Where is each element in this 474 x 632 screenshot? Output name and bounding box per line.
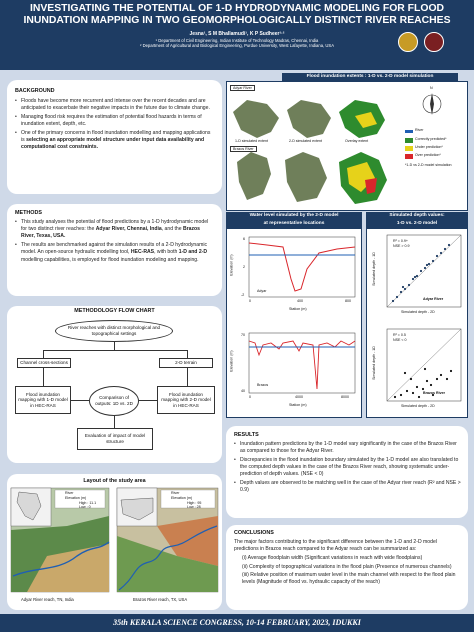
adyar-ylabel: Elevation (m) bbox=[229, 254, 234, 276]
brazos-scatter-label: Brazos River bbox=[423, 391, 445, 395]
flow-line bbox=[43, 350, 44, 358]
adyar-scatter-ylabel: Simulated depth - 1D bbox=[371, 252, 376, 286]
brazos-ytick: 70 bbox=[241, 333, 245, 337]
brazos-xtick: 8000 bbox=[341, 395, 349, 399]
legend-river-swatch bbox=[405, 130, 413, 133]
depth-heading-2: 1-D vs. 2-D model bbox=[396, 221, 438, 226]
brazos-tag: Brazos River bbox=[230, 146, 257, 152]
brazos-r2: R² = 0.5 bbox=[393, 333, 406, 337]
adyar-tag: Adyar River bbox=[230, 85, 255, 91]
bg-bullet-3 bbox=[15, 130, 215, 152]
bg-bullet-3-bold: selecting an appropriate model structure under input data availability and computational cost constraints. bbox=[21, 137, 205, 151]
legend-under: Under prediction* bbox=[415, 145, 443, 149]
flow-line bbox=[187, 350, 188, 358]
extent-cap-2d: 2-D simulated extent bbox=[289, 139, 322, 143]
flow-river-reaches: River reaches with distinct morphological and topographical settings bbox=[55, 320, 173, 342]
methods-panel bbox=[7, 204, 222, 296]
adyar-xtick: 800 bbox=[345, 299, 351, 303]
adyar-xtick: 0 bbox=[249, 299, 251, 303]
compass-needle bbox=[430, 93, 434, 115]
methods-heading: METHODS bbox=[15, 210, 42, 216]
adyar-ytick: 2 bbox=[243, 265, 245, 269]
flow-line bbox=[139, 400, 157, 401]
legend-river: River bbox=[415, 128, 424, 132]
conclusions-item-3: (iii) Relative position of maximum water level in the main channel with respect to the flood plain levels (Magnitude of flood vs. hydraulic capacity of the reach) bbox=[242, 572, 456, 586]
brazos-xtick: 4000 bbox=[295, 395, 303, 399]
extent-heading: Flood inundation extents : 1-D vs. 2-D model simulation bbox=[282, 73, 458, 81]
compass-label: N bbox=[430, 86, 433, 90]
legend-correct: Correctly predicted* bbox=[415, 137, 447, 141]
results-text bbox=[234, 441, 462, 496]
poster-body bbox=[0, 70, 474, 614]
brazos-1d-extent bbox=[237, 152, 271, 200]
title-line-1: INVESTIGATING THE POTENTIAL OF 1-D HYDRODYNAMIC MODELING FOR FLOOD bbox=[29, 3, 445, 14]
conclusions-item-1: (i) Average floodplain width (Significant variations in reach with wide floodplains) bbox=[242, 555, 423, 561]
m2c: , with both bbox=[154, 249, 179, 256]
flow-compare: Comparison of outputs: 1D vs. 2D bbox=[89, 386, 139, 416]
wl-heading-2: at representative locations bbox=[263, 221, 325, 226]
flow-line bbox=[114, 342, 115, 350]
methods-bullet-2 bbox=[15, 242, 215, 264]
flow-line bbox=[43, 350, 187, 351]
brazos-nse: NSE < 0 bbox=[393, 338, 407, 342]
m2a: The results are benchmarked against the simulation results of a 2-D hydrodynamic model. An open-source hydraulic modelling tool, bbox=[21, 242, 208, 256]
wl-heading-1: Water level simulated by the 2-D model bbox=[249, 213, 339, 218]
adyar-wl-label: Adyar bbox=[257, 289, 267, 293]
study-area-panel bbox=[7, 474, 222, 610]
results-bullet-1: • Inundation pattern predictions by the 1-D model vary significantly in the case of the Brazos River as compared to those for the Adyar River. bbox=[234, 441, 462, 455]
affiliation-2: ² Department of Agricultural and Biological Engineering, Purdue University, West Lafayette, Indiana, USA bbox=[140, 43, 334, 49]
flow-channel-sections: Channel cross-sections bbox=[17, 358, 71, 368]
adyar-nse: NSE > 0.9 bbox=[393, 244, 410, 248]
adyar-ytick: -2 bbox=[241, 293, 245, 297]
flow-line bbox=[187, 368, 188, 386]
brazos-legend-low: Low : 28 bbox=[187, 505, 201, 509]
bg-bullet-1: • Floods have become more recurrent and intense over the recent decades and are anticipated to exacerbate their negative impacts in the future due to climate change. bbox=[15, 98, 215, 112]
depth-scatter bbox=[367, 229, 467, 417]
poster-footer: 35th KERALA SCIENCE CONGRESS, 10-14 FEBRUARY, 2023, IDUKKI bbox=[0, 614, 474, 632]
m2b: HEC-RAS bbox=[130, 249, 155, 256]
flow-line bbox=[43, 368, 44, 386]
purdue-logo bbox=[424, 32, 444, 52]
depth-heading bbox=[366, 212, 468, 228]
study-heading: Layout of the study area bbox=[83, 478, 146, 484]
adyar-scatter-label: Adyar River bbox=[423, 297, 444, 301]
flow-line bbox=[114, 416, 115, 428]
results-bullet-3: • Depth values are observed to be matching well in the case of the Adyar river reach (R² and NSE > 0.9) bbox=[234, 480, 462, 494]
results-heading: RESULTS bbox=[234, 432, 259, 438]
legend-over: Over prediction* bbox=[415, 153, 441, 157]
brazos-legend-high: High : 95 bbox=[187, 501, 202, 505]
adyar-1d-extent bbox=[233, 100, 279, 138]
methods-text bbox=[15, 219, 215, 265]
conclusions-item-2: (ii) Complexity of topographical variations in the flood plain (Presence of numerous channels) bbox=[242, 563, 452, 570]
adyar-legend-high: High : 11.1 bbox=[79, 501, 97, 505]
adyar-ytick: 6 bbox=[243, 237, 245, 241]
adyar-scatter-xlabel: Simulated depth - 2D bbox=[401, 310, 435, 314]
m1c: , and the bbox=[161, 226, 183, 233]
brazos-legend-river: River bbox=[171, 491, 180, 495]
brazos-xtick: 0 bbox=[249, 395, 251, 399]
flow-1d-mapping: Flood inundation mapping with 1-D model in HEC-RAS bbox=[15, 386, 71, 414]
results-bullet-2: • Discrepancies in the flood inundation boundary simulated by the 1-D model are also translated to the computed depth values in the case of the Brazos River reach, showing systematic under-prediction of depth values. (NSE < 0) bbox=[234, 457, 462, 479]
brazos-xlabel: Station (m) bbox=[289, 403, 307, 407]
wl-figure bbox=[226, 228, 362, 418]
brazos-legend-elev: Elevation (m) bbox=[171, 496, 193, 500]
brazos-2d-extent bbox=[285, 152, 327, 202]
methods-bullet-1 bbox=[15, 219, 215, 241]
conclusions-panel bbox=[226, 525, 468, 610]
m1b: Adyar River, Chennai, India bbox=[95, 226, 162, 233]
brazos-bed-profile bbox=[249, 341, 355, 389]
authors-block bbox=[60, 32, 414, 49]
brazos-ylabel: Elevation (m) bbox=[229, 350, 234, 372]
adyar-2d-extent bbox=[287, 100, 331, 138]
adyar-caption: Adyar River reach, TN, India bbox=[21, 597, 74, 602]
flow-evaluation: Evaluation of impact of model structure bbox=[77, 428, 153, 450]
flowchart-panel bbox=[7, 306, 222, 463]
background-text bbox=[15, 98, 215, 153]
m1d: Brazos River, Texas, USA. bbox=[21, 226, 200, 240]
adyar-r2: R² = 0.9+ bbox=[393, 239, 408, 243]
authors: Jesna¹, S M Bhallamudi¹, K P Sudheer¹·² bbox=[189, 31, 285, 37]
legend-note: *1-D vs 2-D model simulation bbox=[405, 163, 452, 167]
poster-title bbox=[6, 3, 468, 27]
extent-cap-1d: 1-D simulated extent bbox=[235, 139, 268, 143]
bg-bullet-3-text: One of the primary concerns in flood inundation modelling and mapping applications is bbox=[21, 130, 211, 144]
extent-cap-overlay: Overlay extent bbox=[345, 139, 369, 143]
affiliation-1: ¹ Department of Civil Engineering, Indian Institute of Technology Madras, Chennai, India bbox=[155, 37, 319, 43]
conclusions-text bbox=[234, 539, 462, 587]
flow-2d-terrain: 2-D terrain bbox=[159, 358, 213, 368]
title-line-2: INUNDATION MAPPING IN TWO GEOMORPHOLOGICALLY DISTINCT RIVER REACHES bbox=[23, 15, 451, 26]
conclusions-heading: CONCLUSIONS bbox=[234, 530, 274, 536]
brazos-scatter-xlabel: Simulated depth - 2D bbox=[401, 404, 435, 408]
brazos-wl-label: Brazos bbox=[257, 383, 269, 387]
iitm-logo bbox=[398, 32, 418, 52]
brazos-scatter-ylabel: Simulated depth - 1D bbox=[371, 346, 376, 380]
poster-header bbox=[0, 0, 474, 70]
adyar-bed-profile bbox=[249, 243, 355, 291]
legend-correct-swatch bbox=[405, 138, 413, 143]
flowchart-heading: METHODOLOGY FLOW CHART bbox=[74, 308, 155, 314]
results-panel bbox=[226, 426, 468, 518]
adyar-xtick: 400 bbox=[297, 299, 303, 303]
flow-line bbox=[71, 400, 89, 401]
legend-under-swatch bbox=[405, 146, 413, 151]
background-panel bbox=[7, 80, 222, 194]
extent-figure bbox=[226, 81, 468, 211]
flow-2d-mapping: Flood inundation mapping with 2-D model in HEC-RAS bbox=[157, 386, 215, 414]
adyar-points bbox=[392, 244, 450, 302]
legend-over-swatch bbox=[405, 154, 413, 159]
adyar-legend-river: River bbox=[65, 491, 74, 495]
m1a: This study analyses the potential of flood predictions by a 1-D hydrodynamic model for two distinct river reaches: the bbox=[21, 219, 209, 233]
adyar-wl-axes bbox=[249, 237, 355, 297]
depth-heading-1: Simulated depth values: bbox=[389, 213, 445, 218]
brazos-ytick: 40 bbox=[241, 389, 245, 393]
wl-charts bbox=[227, 229, 361, 417]
m2d: 1-D and 2-D bbox=[178, 249, 208, 256]
m2e: modelling capabilities, is employed for flood inundation modeling and mapping. bbox=[21, 256, 199, 263]
wl-heading bbox=[226, 212, 362, 228]
conclusions-intro: The major factors contributing to the significant difference between the 1-D and 2-D model predictions in Brazos reach compared to the Adyar reach can be summarized as: bbox=[234, 539, 437, 553]
bg-bullet-2: • Managing flood risk requires the estimation of potential flood hazards in terms of inundation extent, depth, etc. bbox=[15, 114, 215, 128]
brazos-caption: Brazos River reach, TX, USA bbox=[133, 597, 188, 602]
background-heading: BACKGROUND bbox=[15, 88, 55, 94]
depth-figure bbox=[366, 228, 468, 418]
adyar-legend-elev: Elevation (m) bbox=[65, 496, 87, 500]
adyar-xlabel: Station (m) bbox=[289, 307, 307, 311]
adyar-legend-low: Low : 0 bbox=[79, 505, 91, 509]
